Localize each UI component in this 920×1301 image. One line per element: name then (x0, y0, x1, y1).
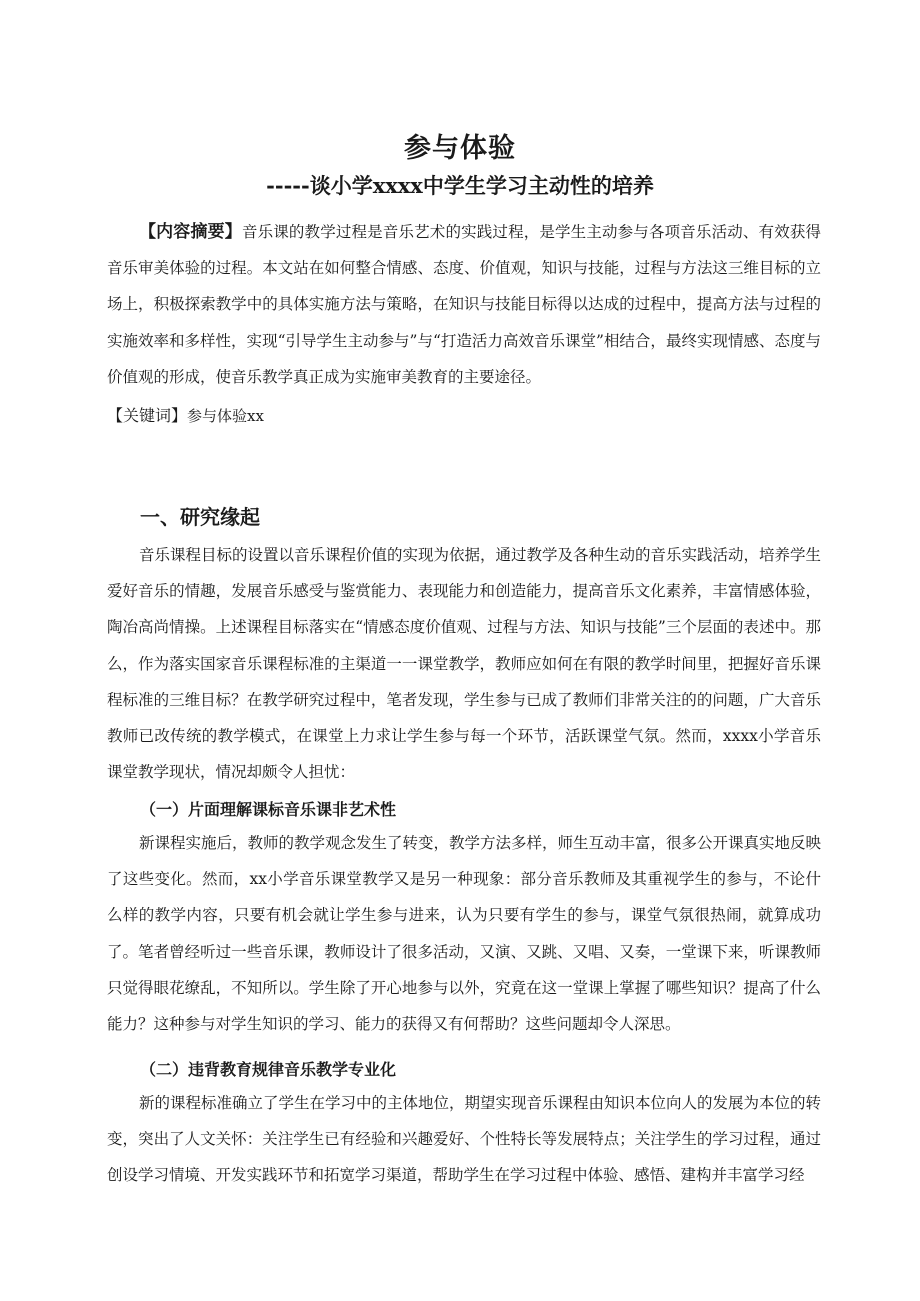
section-heading: 一、研究缘起 (140, 505, 260, 529)
abstract-paragraph (107, 214, 821, 395)
abstract-text: 音乐课的教学过程是音乐艺术的实践过程，是学生主动参与各项音乐活动、有效获得音乐审美体验的过程。本文站在如何整合情感、态度、价值观，知识与技能，过程与方法这三维目标的立场上，积极探索教学中的具体实施方法与策略，在知识与技能目标得以达成的过程中，提高方法与过程的实施效率和多样性，实现“引导学生主动参与”与“打造活力高效音乐课堂”相结合，最终实现情感、态度与价值观的形成，使音乐教学真正成为实施审美教育的主要途径。 (107, 223, 821, 386)
subsection-paragraph-a: 新课程实施后，教师的教学观念发生了转变，教学方法多样，师生互动丰富，很多公开课真实地反映了这些变化。然而，xx小学音乐课堂教学又是另一种现象：部分音乐教师及其重视学生的参与，不论什么样的教学内容，只要有机会就让学生参与进来，认为只要有学生的参与，课堂气氛很热闹，就算成功了。笔者曾经听过一些音乐课，教师设计了很多活动，又演、又跳、又唱、又奏，一堂课下来，听课教师只觉得眼花缭乱，不知所以。学生除了开心地参与以外，究竟在这一堂课上掌握了哪些知识？提高了什么能力？这种参与对学生知识的学习、能力的获得又有何帮助？这些问题却令人深思。 (107, 834, 822, 1034)
keywords-text: 参与体验xx (187, 407, 264, 425)
keywords-label: 【关键词】 (107, 406, 188, 425)
doc-title: 参与体验 (404, 133, 516, 164)
section-paragraph: 音乐课程目标的设置以音乐课程价值的实现为依据，通过教学及各种生动的音乐实践活动，培养学生爱好音乐的情趣，发展音乐感受与鉴赏能力、表现能力和创造能力，提高音乐文化素养，丰富情感体验，陶冶高尚情操。上述课程目标落实在“情感态度价值观、过程与方法、知识与技能”三个层面的表述中。那么，作为落实国家音乐课程标准的主渠道一一课堂教学，教师应如何在有限的教学时间里，把握好音乐课程标准的三维目标？在教学研究过程中，笔者发现，学生参与已成了教师们非常关注的的问题，广大音乐教师已改传统的教学模式，在课堂上力求让学生参与每一个环节，活跃课堂气氛。然而，xxxx小学音乐课堂教学现状，情况却颇令人担忧： (107, 546, 822, 782)
subsection-heading-b: （二）违背教育规律音乐教学专业化 (140, 1060, 397, 1079)
doc-subtitle: -----谈小学xxxx中学生学习主动性的培养 (266, 173, 654, 198)
abstract-label: 【内容摘要】 (139, 222, 242, 242)
keywords-line (107, 403, 264, 426)
subsection-paragraph-b: 新的课程标准确立了学生在学习中的主体地位，期望实现音乐课程由知识本位向人的发展为本位的转变，突出了人文关怀：关注学生已有经验和兴趣爱好、个性特长等发展特点；关注学生的学习过程，通过创设学习情境、开发实践环节和拓宽学习渠道，帮助学生在学习过程中体验、感悟、建构并丰富学习经 (107, 1094, 822, 1185)
subsection-heading-a: （一）片面理解课标音乐课非艺术性 (140, 800, 397, 819)
